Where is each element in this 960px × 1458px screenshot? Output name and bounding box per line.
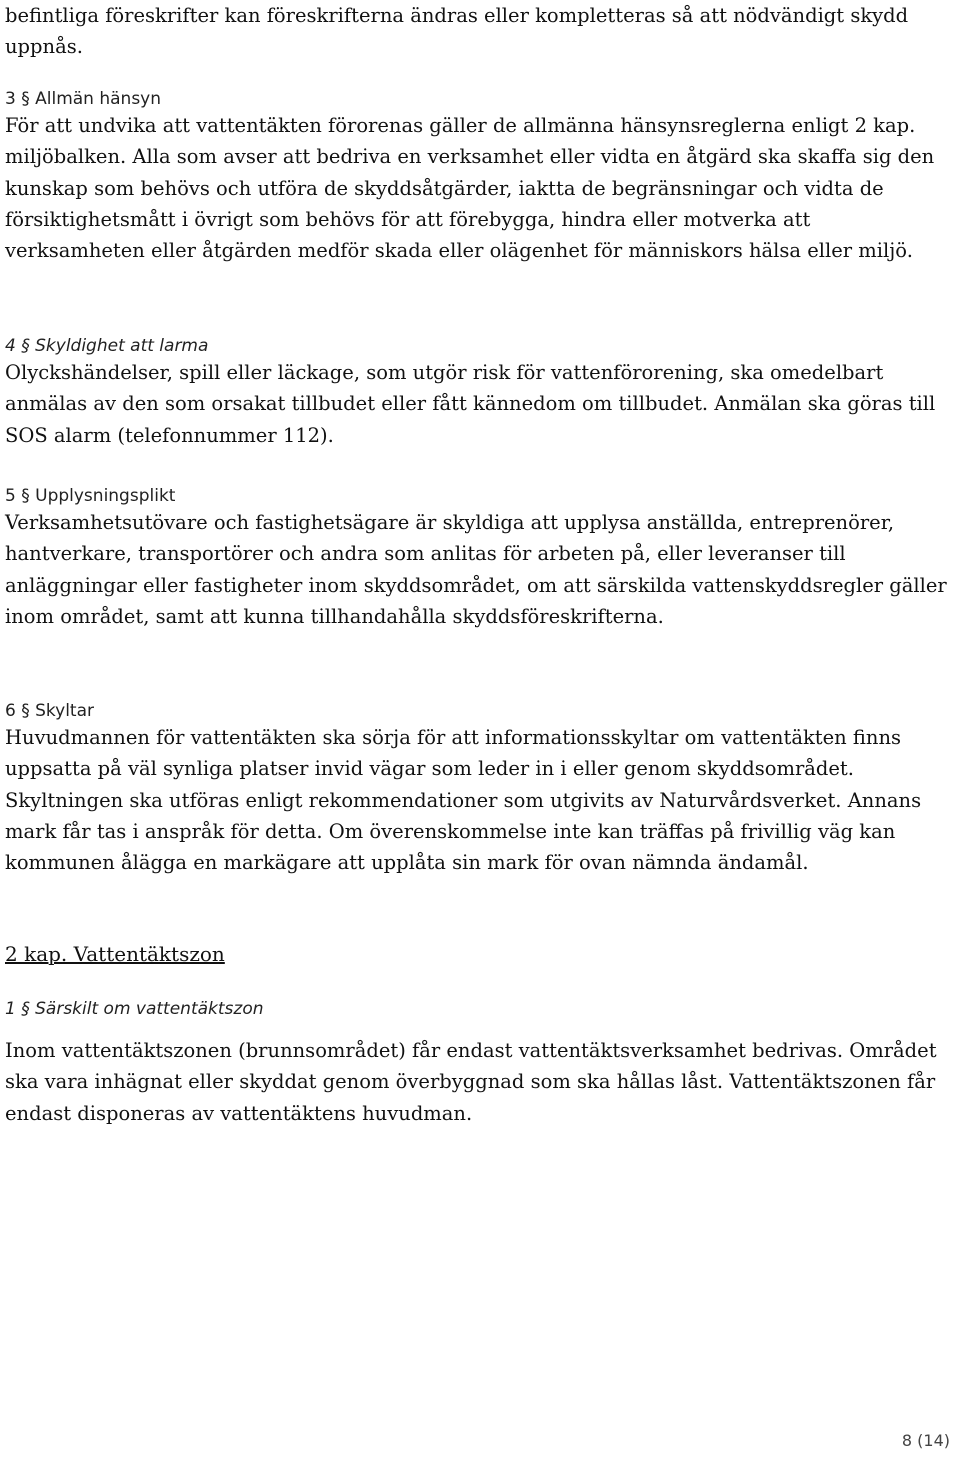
section-text: Verksamhetsutövare och fastighetsägare är skyldiga att upplysa anställda, entreprenörer, hantverkare, transportörer och andra som anlitas för arbeten på, eller leveranser till anläggningar eller fastigheter inom skyddsområdet, om att särskilda vattenskyddsregler gäller inom området, samt att kunna tillhandahålla skyddsföreskrifterna. xyxy=(5,511,947,628)
section-allman-hansyn xyxy=(5,88,954,266)
section-text: Inom vattentäktszonen (brunnsområdet) får endast vattentäktsverksamhet bedrivas. Området ska vara inhägnat eller skyddat genom överbyggnad som ska hållas låst. Vattentäktszonen får endast disponeras av vattentäktens huvudman. xyxy=(5,1039,937,1125)
section-sarskilt-om-vattentaktszon xyxy=(5,998,954,1129)
section-heading: 6 § Skyltar xyxy=(5,701,95,721)
section-upplysningsplikt xyxy=(5,485,954,632)
section-heading: 1 § Särskilt om vattentäktszon xyxy=(5,999,264,1019)
section-heading: 5 § Upplysningsplikt xyxy=(5,486,176,506)
section-text: Huvudmannen för vattentäkten ska sörja för att informationsskyltar om vattentäkten finns uppsatta på väl synliga platser invid vägar som leder in i eller genom skyddsområdet. Skyltningen ska utföras enligt rekommendationer som utgivits av Naturvårdsverket. Annans mark får tas i anspråk för detta. Om överenskommelse inte kan träffas på frivillig väg kan kommunen ålägga en markägare att upplåta sin mark för ovan nämnda ändamål. xyxy=(5,726,922,875)
section-skyldighet-att-larma xyxy=(5,335,954,451)
intro-text: befintliga föreskrifter kan föreskrifterna ändras eller kompletteras så att nödvändigt skydd uppnås. xyxy=(5,4,909,59)
section-heading: 3 § Allmän hänsyn xyxy=(5,89,162,109)
section-skyltar xyxy=(5,700,954,878)
chapter-title: 2 kap. Vattentäktszon xyxy=(5,942,225,966)
section-heading: 4 § Skyldighet att larma xyxy=(5,336,209,356)
section-text: Olyckshändelser, spill eller läckage, som utgör risk för vattenförorening, ska omedelbart anmälas av den som orsakat tillbudet eller fått kännedom om tillbudet. Anmälan ska göras till SOS alarm (telefonnummer 112). xyxy=(5,361,936,447)
chapter-heading-block xyxy=(5,940,954,968)
section-text: För att undvika att vattentäkten förorenas gäller de allmänna hänsynsreglerna enligt 2 kap. miljöbalken. Alla som avser att bedriva en verksamhet eller vidta en åtgärd ska skaffa sig den kunskap som behövs och utföra de skyddsåtgärder, iaktta de begränsningar och vidta de försiktighetsmått i övrigt som behövs för att förebygga, hindra eller motverka att verksamheten eller åtgärden medför skada eller olägenhet för människors hälsa eller miljö. xyxy=(5,114,935,263)
intro-paragraph xyxy=(5,0,954,63)
page-number: 8 (14) xyxy=(901,1431,950,1450)
